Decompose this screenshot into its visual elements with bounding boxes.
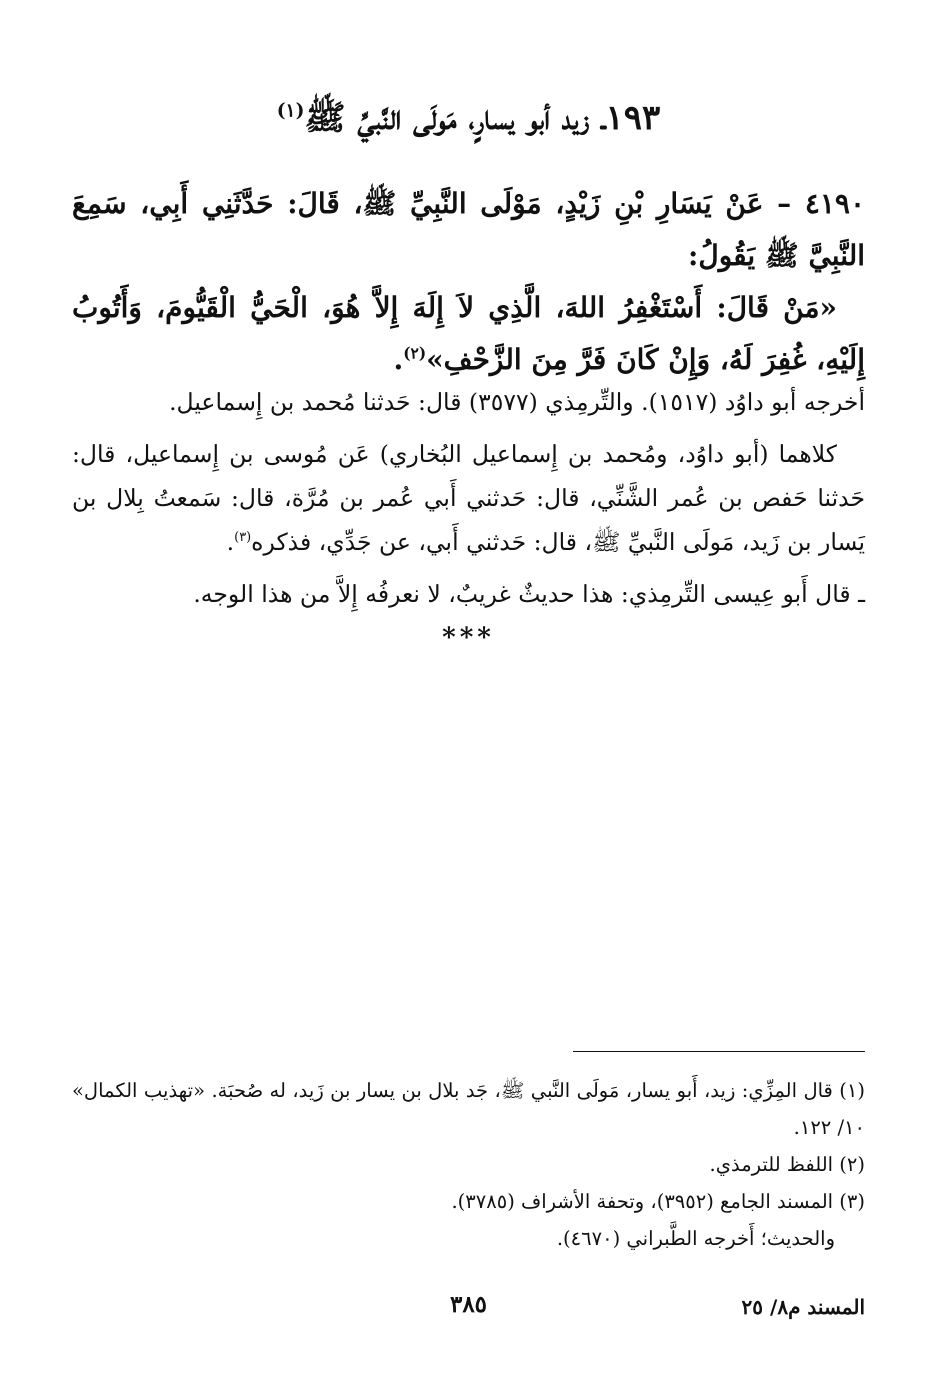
hadith-intro: ٤١٩٠ – عَنْ يَسَارِ بْنِ زَيْدٍ، مَوْلَى النَّبِيِّ ﷺ، قَالَ: حَدَّثَنِي أَبِي، سَمِعَ النَّبِيَّ ﷺ يَقُولُ: — [72, 187, 865, 272]
takhrij-end-mark: . — [226, 528, 235, 556]
hadith-end-mark: . — [393, 343, 404, 376]
print-signature: المسند م٨/ ٢٥ — [741, 1295, 865, 1319]
chapter-heading — [80, 92, 857, 144]
takhrij-paragraph-text: كلاهما (أبو داوُد، ومُحمد بن إِسماعيل البُخاري) عَن مُوسى بن إِسماعيل، قال: حَدثنا حَفص بن عُمر الشَّنِّي، قال: حَدثني أَبي عُمر بن مُرَّة، قال: سَمعتُ بِلال بن يَسار بن زَيد، مَولَى النَّبيِّ ﷺ، قال: حَدثني أَبي، عن جَدِّي، فذكره — [72, 440, 865, 556]
footnote-ref-2: (٢) — [403, 344, 427, 363]
footnote-3-continuation: والحديث؛ أَخرجه الطَّبراني (٤٦٧٠). — [556, 1227, 835, 1250]
chapter-heading-text: ١٩٣ـ زيد أبو يسارٍ، مَولَى النَّبيِّ ﷺ — [304, 98, 661, 138]
footnote-1: (١) قال المِزِّي: زيد، أَبو يسار، مَولَى النَّبي ﷺ، جَد بلال بن يسار بن زَيد، له صُحبَة. «تهذيب الكمال» ١٠/ ١٢٢. — [72, 1079, 865, 1139]
takhrij-line: أخرجه أبو داوُد (١٥١٧). والتِّرمِذي (٣٥٧٧) قال: حَدثنا مُحمد بن إِسماعيل. — [169, 388, 865, 416]
footnotes — [72, 1072, 865, 1257]
takhrij-paragraph — [72, 432, 865, 564]
footnote-divider — [573, 1051, 865, 1052]
footnote-ref-1: (١) — [276, 99, 305, 122]
footnote-2: (٢) اللفظ للترمذي. — [709, 1153, 865, 1176]
tirmidhi-comment: ـ قال أَبو عِيسى التِّرمِذي: هذا حديثٌ غريبٌ، لا نعرفُه إِلاَّ من هذا الوجه. — [193, 580, 865, 608]
footnote-3: (٣) المسند الجامع (٣٩٥٢)، وتحفة الأشراف (٣٧٨٥). — [451, 1190, 865, 1213]
page-number: ٣٨٥ — [449, 1291, 488, 1318]
section-separator: *** — [442, 623, 495, 653]
hadith-text — [72, 282, 865, 386]
footnote-ref-3: (٣) — [234, 530, 252, 546]
hadith-matn: «مَنْ قَالَ: أَسْتَغْفِرُ اللهَ، الَّذِي لاَ إِلَهَ إِلاَّ هُوَ، الْحَيُّ الْقَيُّومَ، وَأَتُوبُ إِلَيْهِ، غُفِرَ لَهُ، وَإِنْ كَانَ فَرَّ مِنَ الزَّحْفِ» — [72, 291, 865, 376]
